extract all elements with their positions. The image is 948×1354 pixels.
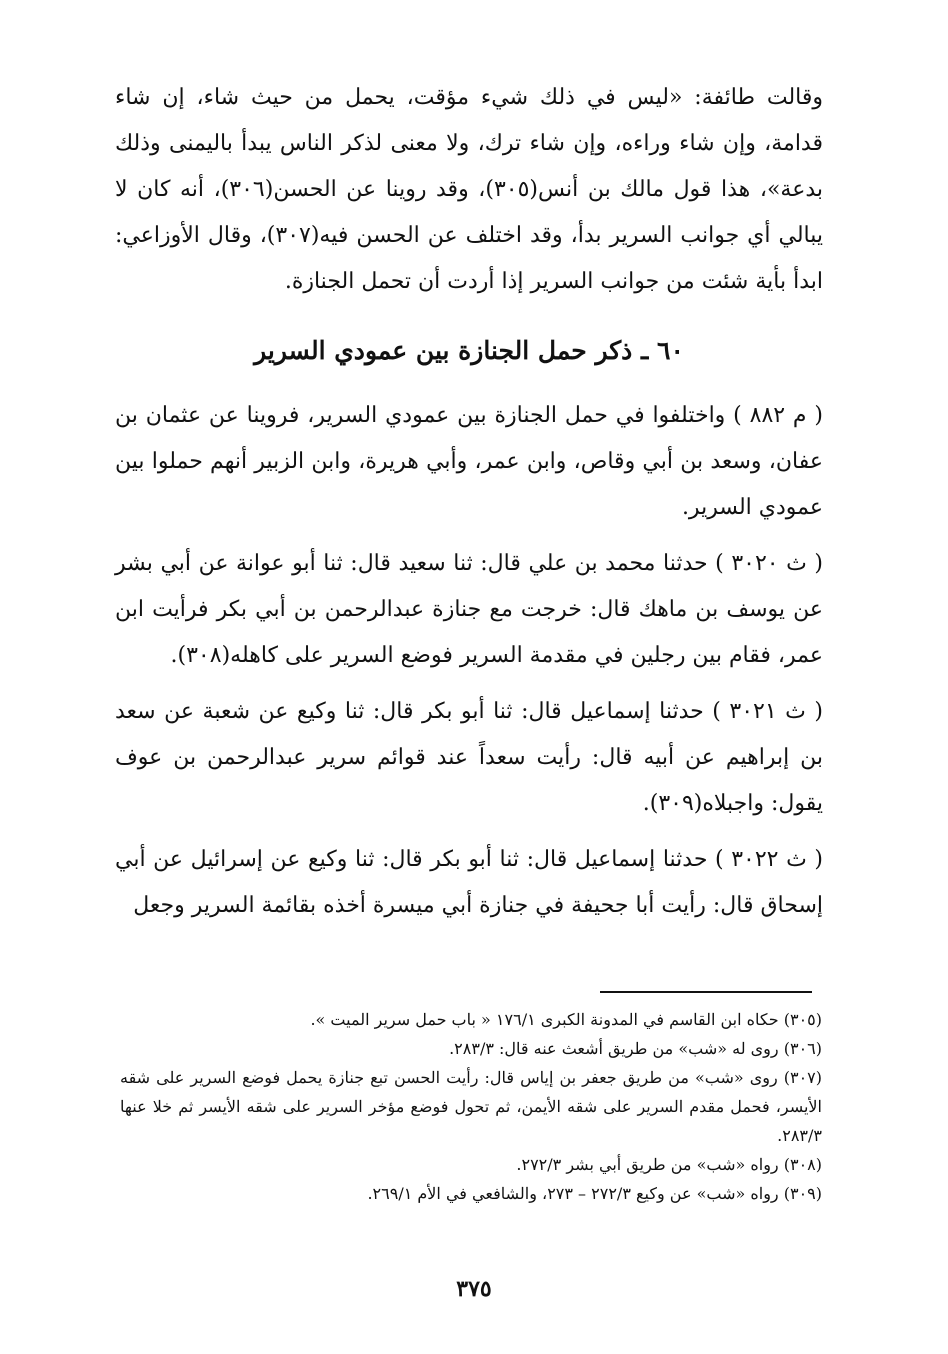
page-number: ٣٧٥ xyxy=(456,1276,492,1302)
paragraph-hadith-3021: ( ث ٣٠٢١ ) حدثنا إسماعيل قال: ثنا أبو بكر قال: ثنا وكيع عن شعبة عن سعد بن إبراهيم عن أبيه قال: رأيت سعداً عند قوائم سرير عبدالرحمن بن عوف يقول: واجبلاه(٣٠٩). xyxy=(115,699,824,816)
footnote-309: (٣٠٩) رواه «شب» عن وكيع ٢٧٢/٣ – ٢٧٣، والشافعي في الأم ٢٦٩/١. xyxy=(367,1184,822,1203)
footnote-divider xyxy=(600,991,812,993)
paragraph-hadith-3022: ( ث ٣٠٢٢ ) حدثنا إسماعيل قال: ثنا أبو بكر قال: ثنا وكيع عن إسرائيل عن أبي إسحاق قال: رأيت أبا جحيفة في جنازة أبي ميسرة أخذه بقائمة السرير وجعل xyxy=(115,847,824,918)
footnote-305: (٣٠٥) حكاه ابن القاسم في المدونة الكبرى ١٧٦/١ « باب حمل سرير الميت ». xyxy=(310,1010,822,1029)
footnote-306: (٣٠٦) روى له «شب» من طريق أشعث عنه قال: ٢٨٣/٣. xyxy=(449,1039,822,1058)
paragraph-hadith-3020: ( ث ٣٠٢٠ ) حدثنا محمد بن علي قال: ثنا سعيد قال: ثنا أبو عوانة عن أبي بشر عن يوسف بن ماهك قال: خرجت مع جنازة عبدالرحمن بن أبي بكر فرأيت ابن عمر، فقام بين رجلين في مقدمة السرير فوضع السرير على كاهله(٣٠٨). xyxy=(115,551,823,668)
paragraph-intro: وقالت طائفة: «ليس في ذلك شيء مؤقت، يحمل من حيث شاء، إن شاء قدامة، وإن شاء وراءه، وإن شاء ترك، ولا معنى لذكر الناس يبدأ باليمنى وذلك بدعة»، هذا قول مالك بن أنس(٣٠٥)، وقد روينا عن الحسن(٣٠٦)، أنه كان لا يبالي أي جوانب السرير بدأ، وقد اختلف عن الحسن فيه(٣٠٧)، وقال الأوزاعي: ابدأ بأية شئت من جوانب السرير إذا أردت أن تحمل الجنازة. xyxy=(115,85,823,294)
footnote-308: (٣٠٨) رواه «شب» من طريق أبي بشر ٢٧٢/٣. xyxy=(516,1155,822,1174)
book-page-body xyxy=(115,75,823,929)
paragraph-m882: ( م ٨٨٢ ) واختلفوا في حمل الجنازة بين عمودي السرير، فروينا عن عثمان بن عفان، وسعد بن أبي وقاص، وابن عمر، وأبي هريرة، وابن الزبير أنهم حملوا بين عمودي السرير. xyxy=(115,403,824,520)
section-heading: ٦٠ ـ ذكر حمل الجنازة بين عمودي السرير xyxy=(254,336,684,365)
footnote-307: (٣٠٧) روى «شب» من طريق جعفر بن إياس قال: رأيت الحسن تبع جنازة يحمل فوضع السرير على شقه الأيسر، فحمل مقدم السرير على شقه الأيمن، ثم تحول فوضع مؤخر السرير على شقه الأيسر ثم خلا عنها ٢٨٣/٣. xyxy=(120,1068,822,1145)
footnotes xyxy=(120,1005,822,1208)
